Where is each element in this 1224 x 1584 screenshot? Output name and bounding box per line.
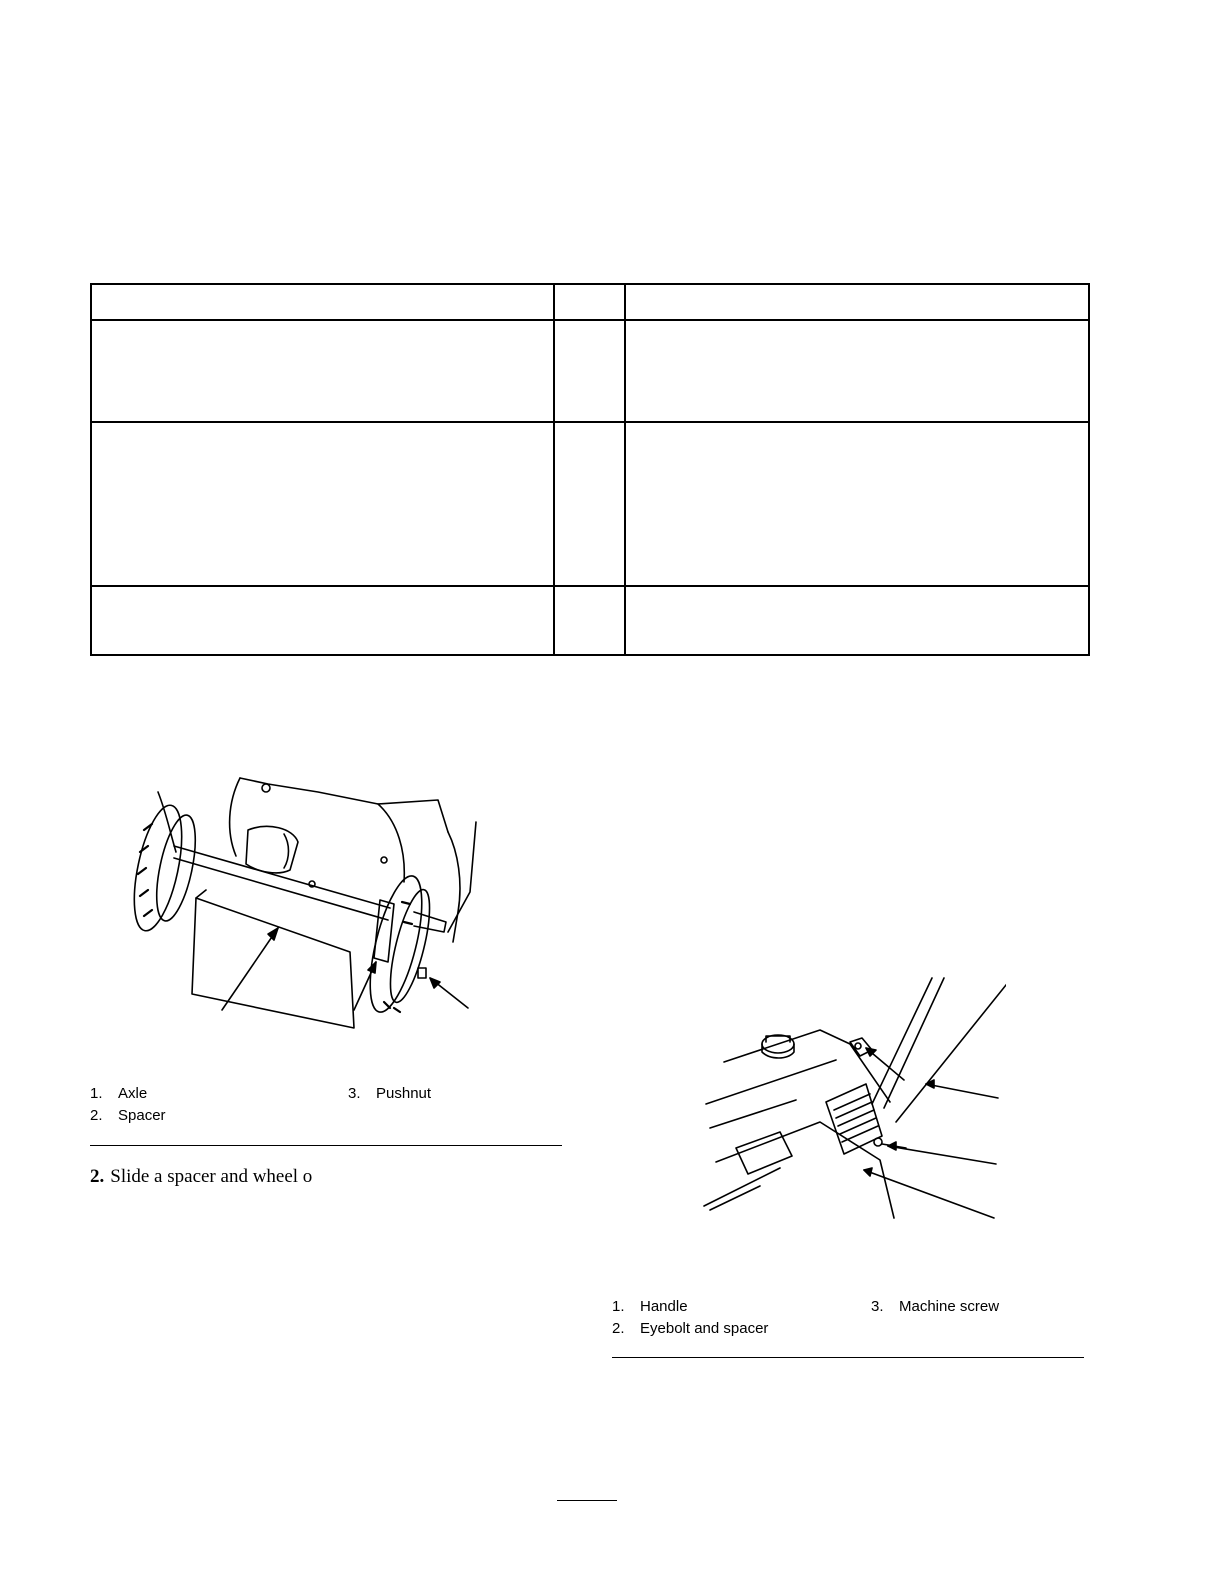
table-cell xyxy=(91,586,554,655)
parts-table xyxy=(90,283,1090,656)
figure-caption-axle xyxy=(90,1083,562,1133)
mower-handle-mount-illustration xyxy=(700,972,1006,1236)
footer-rule xyxy=(557,1500,617,1501)
table-cell xyxy=(625,284,1089,320)
table-header-row xyxy=(91,284,1089,320)
callout-machine-screw: 3. Machine screw xyxy=(871,1298,1000,1315)
callout-spacer: 2. Spacer xyxy=(90,1107,166,1124)
table-row xyxy=(91,422,1089,586)
table-cell xyxy=(91,320,554,422)
callout-handle: 1. Handle xyxy=(612,1298,688,1315)
callout-axle: 1. Axle xyxy=(90,1085,148,1102)
table-row xyxy=(91,586,1089,655)
caption-divider xyxy=(612,1357,1084,1358)
figure-caption-handle xyxy=(612,1296,1084,1346)
table-row xyxy=(91,320,1089,422)
figure-axle-wheel xyxy=(118,772,488,1030)
instruction-step: 2. Slide a spacer and wheel o xyxy=(90,1166,313,1187)
mower-rear-axle-wheel-illustration xyxy=(118,772,488,1030)
table-cell xyxy=(554,284,625,320)
table-cell xyxy=(91,284,554,320)
table-cell xyxy=(554,586,625,655)
table-cell xyxy=(625,586,1089,655)
table-cell xyxy=(625,320,1089,422)
table-cell xyxy=(91,422,554,586)
table-cell xyxy=(625,422,1089,586)
table-cell xyxy=(554,422,625,586)
figure-handle-mount xyxy=(700,972,1006,1236)
callout-pushnut: 3. Pushnut xyxy=(348,1085,432,1102)
caption-divider xyxy=(90,1145,562,1146)
table-cell xyxy=(554,320,625,422)
callout-eyebolt-spacer: 2. Eyebolt and spacer xyxy=(612,1320,769,1337)
